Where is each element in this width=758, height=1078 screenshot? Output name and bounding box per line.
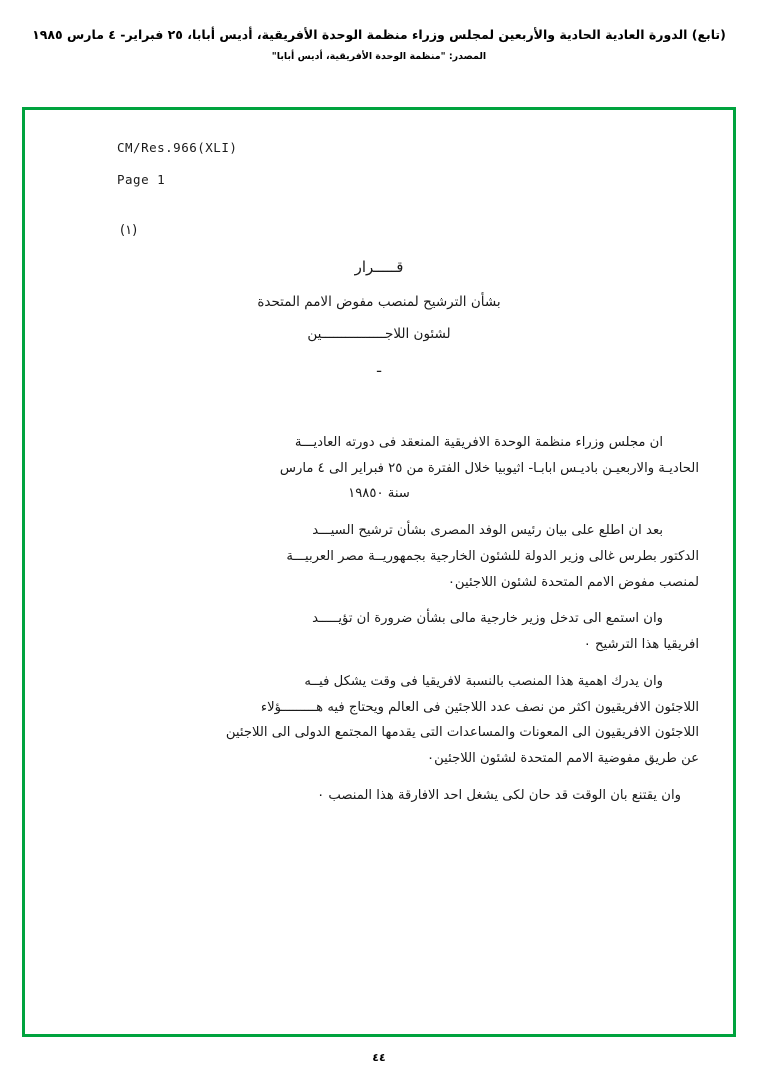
header-source: المصدر: "منظمة الوحدة الأفريقية، أديس أبابا" [271,51,487,63]
title-divider: ـ [376,360,382,376]
paragraph-line: سنة ١٩٨٥٠ [348,486,410,502]
resolution-body [59,430,699,820]
resolution-subtitle-1: بشأن الترشيح لمنصب مفوض الامم المتحدة [257,294,501,310]
paragraph-line: الدكتور بطرس غالى وزير الدولة للشئون الخارجية بجمهوريــة مصر العربيـــة [286,548,699,564]
resolution-subtitle-2: لشئون اللاجــــــــــــــــين [307,326,451,342]
resolution-title: قـــــرار [354,258,404,276]
paragraph [59,783,699,809]
paragraph-line: لمنصب مفوض الامم المتحدة لشئون اللاجئين٠ [447,574,699,590]
paragraph-line: عن طريق مفوضية الامم المتحدة لشئون اللاجئين٠ [426,751,699,767]
paragraph-line: ان مجلس وزراء منظمة الوحدة الافريقية المنعقد فى دورته العاديـــة [294,435,663,450]
page-header [0,26,758,62]
paragraph-line: وان يدرك اهمية هذا المنصب بالنسبة لافريقيا فى وقت يشكل فيــه [304,673,663,689]
paragraph-line: اللاجئون الافريقيون الى المعونات والمساعدات التى يقدمها المجتمع الدولى الى اللاجئين [225,725,699,741]
paragraph-line: بعد ان اطلع على بيان رئيس الوفد المصرى بشأن ترشيح السيـــد [312,523,663,539]
paragraph [59,606,699,657]
resolution-title-block [25,258,733,376]
document-id: CM/Res.966(XLI) [117,140,238,155]
paragraph [59,430,699,507]
paragraph-line: وان استمع الى تدخل وزير خارجية مالى بشأن ضرورة ان تؤيـــــد [312,611,663,627]
paragraph-line: افريقيا هذا الترشيح ٠ [583,637,699,653]
paragraph-line: اللاجئون الافريقيون اكثر من نصف عدد اللاجئين فى العالم ويحتاج فيه هـــــــــؤلاء [260,699,699,715]
document-page-label: Page 1 [117,172,166,187]
item-number: (١) [120,223,138,238]
header-title: (تابع) الدورة العادية الحادية والأربعين لمجلس وزراء منظمة الوحدة الأفريقية، أديس أبابا، ٢٥ فبراير- ٤ مارس ١٩٨٥ [32,27,726,42]
paragraph-line: الحاديـة والاربعيـن باديـس ابابـا- اثيوبيا خلال الفترة من ٢٥ فبراير الى ٤ مارس [279,460,699,476]
scanned-document-frame [22,107,736,1037]
paragraph [59,669,699,772]
paragraph [59,518,699,595]
footer-page-number: ٤٤ [372,1051,386,1064]
paragraph-line: وان يقتنع بان الوقت قد حان لكى يشغل احد الافارقة هذا المنصب ٠ [317,787,681,803]
